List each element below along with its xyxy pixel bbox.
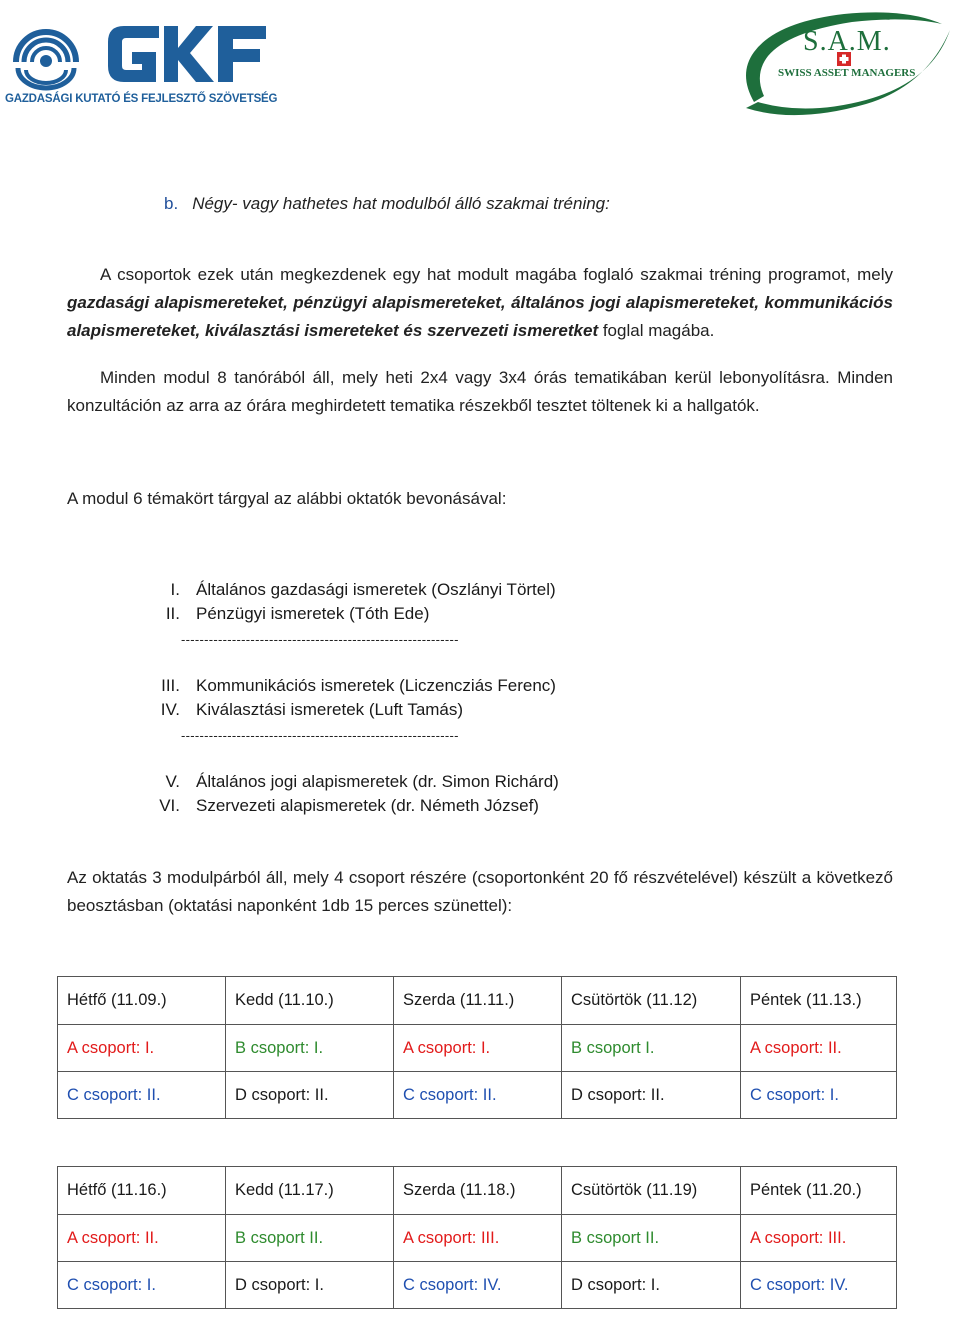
list-number: V. [165, 772, 180, 791]
day-header: Kedd (11.10.) [226, 977, 394, 1025]
day-header: Csütörtök (11.12) [562, 977, 741, 1025]
table-row [58, 1262, 897, 1309]
day-header: Csütörtök (11.19) [562, 1167, 741, 1215]
list-item [154, 578, 654, 602]
table-cell: D csoport: I. [562, 1262, 741, 1309]
list-text: Általános gazdasági ismeretek (Oszlányi Törtel) [196, 580, 556, 599]
list-number: VI. [159, 796, 180, 815]
sam-title: S.A.M. [803, 26, 891, 57]
day-header: Kedd (11.17.) [226, 1167, 394, 1215]
paragraph-intro-emphasis: gazdasági alapismereteket, pénzügyi alapismereteket, általános jogi alapismereteket, kommunikációs alapismereteket, kiválasztási ismereteket és szervezeti ismeretket [67, 293, 893, 340]
list-text: Kiválasztási ismeretek (Luft Tamás) [196, 700, 464, 719]
day-header: Hétfő (11.09.) [58, 977, 226, 1025]
table-cell: C csoport: IV. [394, 1262, 562, 1309]
list-number: III. [161, 676, 180, 695]
list-item [154, 674, 654, 698]
table-cell: D csoport: II. [562, 1072, 741, 1119]
table-row [58, 977, 897, 1025]
table-cell: B csoport II. [562, 1215, 741, 1262]
table-cell: A csoport: I. [394, 1025, 562, 1072]
paragraph-modules: Minden modul 8 tanórából áll, mely heti 2x4 vagy 3x4 órás tematikában kerül lebonyolításra. Minden konzultáción az arra az órára meghirdetett tematika részekből tesztet töltenek ki a hallgatók. [67, 368, 893, 415]
schedule-table-week2 [57, 1166, 897, 1309]
list-text: Kommunikációs ismeretek (Liczencziás Ferenc) [196, 676, 556, 695]
table-cell: B csoport I. [562, 1025, 741, 1072]
table-cell: A csoport: II. [58, 1215, 226, 1262]
list-item [154, 602, 654, 626]
list-item [154, 770, 654, 794]
day-header: Hétfő (11.16.) [58, 1167, 226, 1215]
table-row [58, 1215, 897, 1262]
list-item [154, 794, 654, 818]
table-cell: A csoport: II. [741, 1025, 897, 1072]
paragraph-schedule: Az oktatás 3 modulpárból áll, mely 4 csoport részére (csoportonként 20 fő részvételével) készült a következő beosztásban (oktatási naponként 1db 15 perces szünettel): [67, 868, 893, 915]
schedule-table-week1 [57, 976, 897, 1119]
table-row [58, 1167, 897, 1215]
table-cell: A csoport: III. [394, 1215, 562, 1262]
list-number: II. [165, 604, 180, 623]
day-header: Péntek (11.13.) [741, 977, 897, 1025]
list-text: Általános jogi alapismeretek (dr. Simon Richárd) [196, 772, 559, 791]
paragraph-topics: A modul 6 témakört tárgyal az alábbi oktatók bevonásával: [67, 489, 507, 508]
paragraph-intro-text-1: A csoportok ezek után megkezdenek egy hat modult magába foglaló szakmai tréning programot, mely [100, 265, 893, 284]
table-cell: B csoport II. [226, 1215, 394, 1262]
separator-line: ------------------------------------------------------------ [181, 728, 459, 743]
module-list [154, 578, 654, 626]
day-header: Péntek (11.20.) [741, 1167, 897, 1215]
table-cell: A csoport: I. [58, 1025, 226, 1072]
section-heading [164, 190, 610, 218]
section-marker: b. [164, 194, 179, 213]
table-cell: C csoport: II. [394, 1072, 562, 1119]
table-cell: C csoport: I. [741, 1072, 897, 1119]
table-cell: C csoport: IV. [741, 1262, 897, 1309]
sam-logo [736, 4, 958, 120]
gkf-subtitle: GAZDASÁGI KUTATÓ ÉS FEJLESZTŐ SZÖVETSÉG [5, 93, 278, 105]
table-cell: C csoport: II. [58, 1072, 226, 1119]
module-list [154, 770, 654, 818]
list-number: I. [170, 580, 180, 599]
table-cell: D csoport: I. [226, 1262, 394, 1309]
module-list [154, 674, 654, 722]
day-header: Szerda (11.11.) [394, 977, 562, 1025]
table-cell: A csoport: III. [741, 1215, 897, 1262]
table-row [58, 1025, 897, 1072]
table-row [58, 1072, 897, 1119]
table-cell: D csoport: II. [226, 1072, 394, 1119]
day-header: Szerda (11.18.) [394, 1167, 562, 1215]
list-item [154, 698, 654, 722]
list-text: Pénzügyi ismeretek (Tóth Ede) [196, 604, 430, 623]
paragraph-intro [67, 261, 893, 345]
separator-line: ------------------------------------------------------------ [181, 632, 459, 647]
paragraph-intro-text-2: foglal magába. [598, 321, 715, 340]
list-number: IV. [160, 700, 180, 719]
list-text: Szervezeti alapismeretek (dr. Németh József) [196, 796, 539, 815]
section-title: Négy- vagy hathetes hat modulból álló szakmai tréning: [192, 194, 610, 213]
table-cell: C csoport: I. [58, 1262, 226, 1309]
table-cell: B csoport: I. [226, 1025, 394, 1072]
sam-subtitle: SWISS ASSET MANAGERS [778, 67, 916, 79]
